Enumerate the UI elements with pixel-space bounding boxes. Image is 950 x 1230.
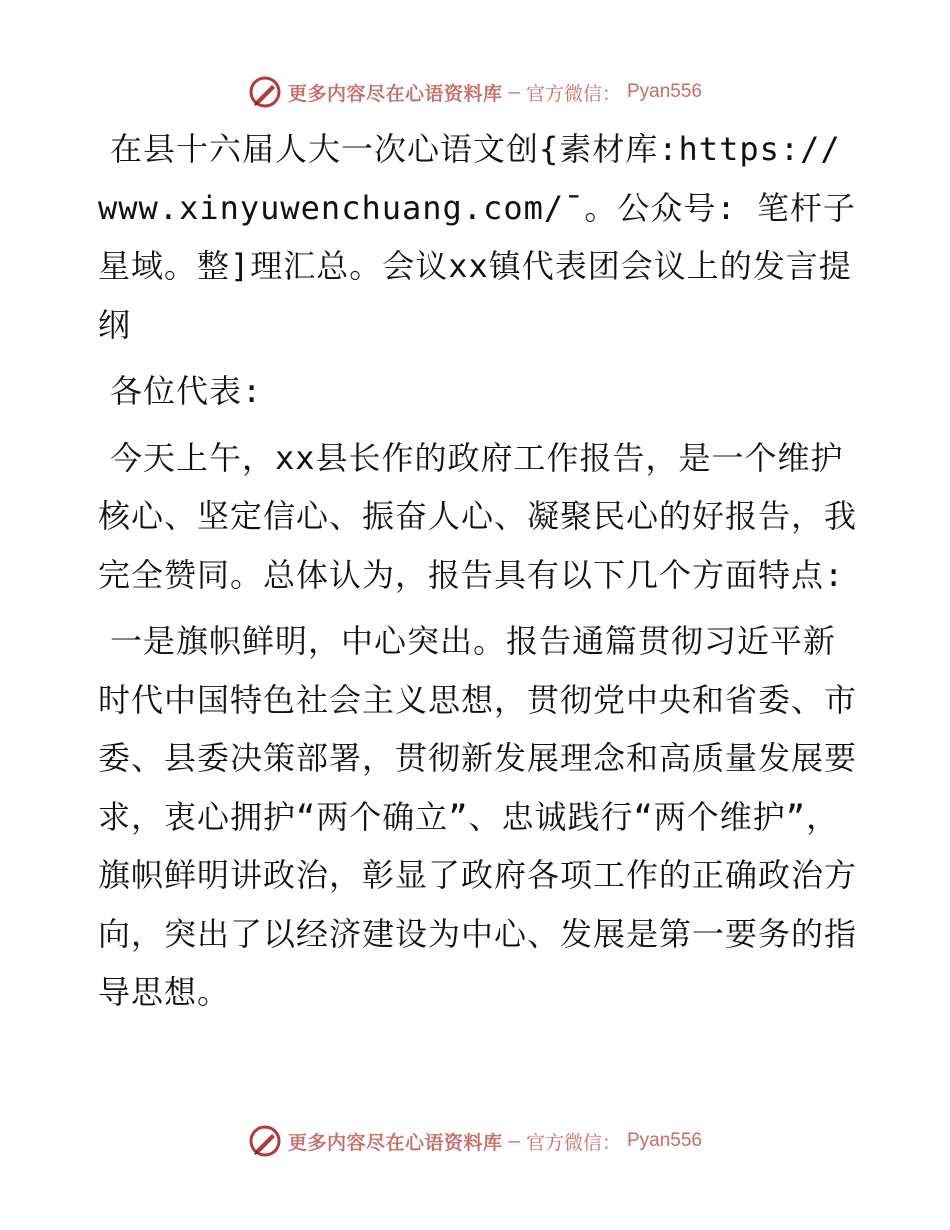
banner-wechat-label: 官方微信： — [525, 1131, 621, 1154]
banner-dash: — — [508, 81, 520, 103]
banner-wechat-label: 官方微信： — [525, 82, 621, 105]
paragraph-salutation: 各位代表: — [110, 372, 263, 410]
pen-logo-icon — [248, 75, 282, 109]
banner-dash: — — [508, 1130, 520, 1152]
document-body — [98, 120, 858, 1030]
header-watermark-banner — [0, 72, 950, 112]
banner-wechat-id: Pyan556 — [626, 1130, 702, 1151]
banner-text: 更多内容尽在心语资料库 — [288, 1131, 503, 1154]
banner-text: 更多内容尽在心语资料库 — [288, 82, 503, 105]
paragraph-intro: 今天上午，xx县长作的政府工作报告，是一个维护核心、坚定信心、振奋人心、凝聚民心的好报告，我完全赞同。总体认为，报告具有以下几个方面特点: — [98, 438, 858, 594]
paragraph-point-one: 一是旗帜鲜明，中心突出。报告通篇贯彻习近平新时代中国特色社会主义思想，贯彻党中央和省委、市委、县委决策部署，贯彻新发展理念和高质量发展要求，衷心拥护“两个确立”、忠诚践行“两个维护”，旗帜鲜明讲政治，彰显了政府各项工作的正确政治方向，突出了以经济建设为中心、发展是第一要务的指导思想。 — [98, 622, 858, 1011]
banner-wechat-id: Pyan556 — [626, 81, 702, 102]
footer-watermark-banner — [0, 1121, 950, 1161]
pen-logo-icon — [248, 1124, 282, 1158]
paragraph-title: 在县十六届人大一次心语文创{素材库:https://www.xinyuwenchuang.com/¯。公众号: 笔杆子星域。整]理汇总。会议xx镇代表团会议上的发言提纲 — [98, 130, 856, 344]
